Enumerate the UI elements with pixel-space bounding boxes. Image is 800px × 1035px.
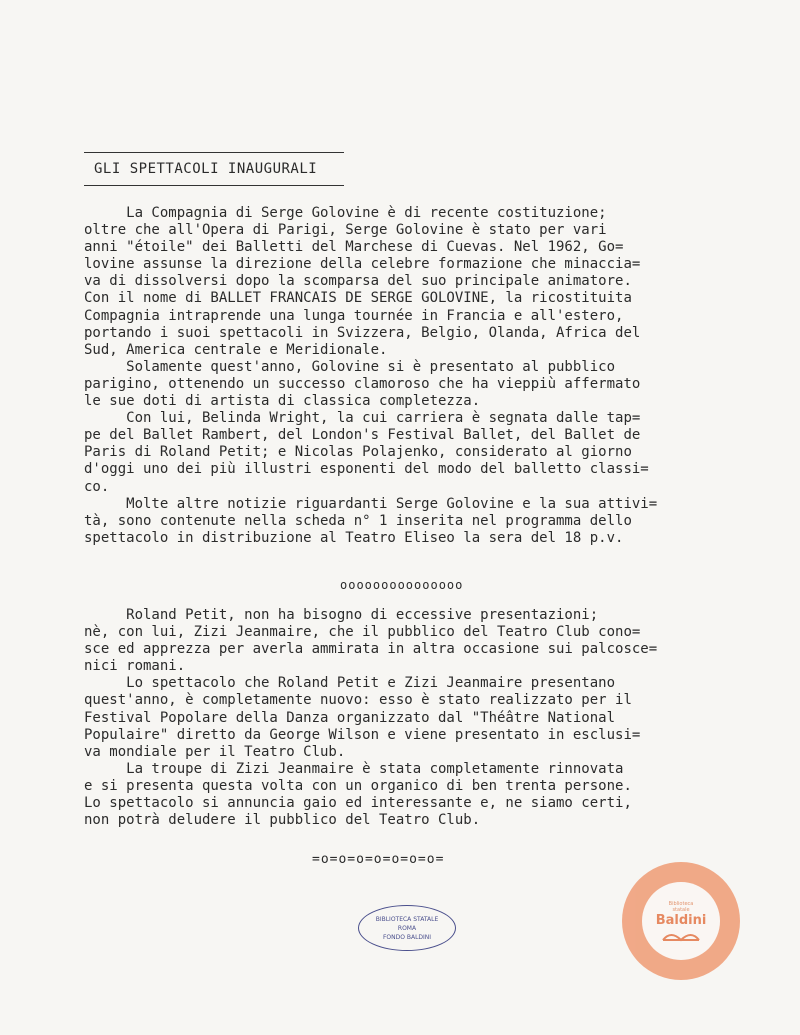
text-line: co. xyxy=(84,478,110,495)
separator-dots: ooooooooooooooo xyxy=(340,578,464,592)
title-rule-top xyxy=(84,152,344,153)
text-line: oltre che all'Opera di Parigi, Serge Golovine è stato per vari xyxy=(84,222,607,239)
text-line: quest'anno, è completamente nuovo: esso è stato realizzato per il xyxy=(84,692,632,709)
section-golovine xyxy=(84,205,724,547)
text-line: pe del Ballet Rambert, del London's Festival Ballet, del Ballet de xyxy=(84,427,641,444)
text-line: Paris di Roland Petit; e Nicolas Polajenko, considerato al giorno xyxy=(84,444,632,461)
text-line: le sue doti di artista di classica completezza. xyxy=(84,393,481,410)
text-line: va mondiale per il Teatro Club. xyxy=(84,743,346,760)
text-line: va di dissolversi dopo la scomparsa del suo principale animatore. xyxy=(84,273,632,290)
text-line: tà, sono contenute nella scheda n° 1 inserita nel programma dello xyxy=(84,512,632,529)
text-line: La troupe di Zizi Jeanmaire è stata completamente rinnovata xyxy=(84,760,624,777)
text-line: La Compagnia di Serge Golovine è di recente costituzione; xyxy=(84,205,607,221)
logo-small-text: Biblioteca xyxy=(668,900,694,907)
library-stamp xyxy=(358,905,456,951)
text-line: Compagnia intraprende una lunga tournée in Francia e all'estero, xyxy=(84,307,624,324)
stamp-line: FONDO BALDINI xyxy=(382,933,432,941)
section-petit xyxy=(84,607,724,829)
logo-inner xyxy=(642,882,720,960)
text-line: Solamente quest'anno, Golovine si è presentato al pubblico xyxy=(84,358,616,375)
stamp-line: BIBLIOTECA STATALE xyxy=(375,915,439,923)
baldini-logo xyxy=(622,862,740,980)
text-line: non potrà deludere il pubblico del Teatro Club. xyxy=(84,812,481,829)
text-line: Festival Popolare della Danza organizzato dal "Théâtre National xyxy=(84,709,616,726)
book-icon xyxy=(661,928,701,942)
text-line: Lo spettacolo si annuncia gaio ed interessante e, ne siamo certi, xyxy=(84,795,632,812)
text-line: lovine assunse la direzione della celebre formazione che minaccia= xyxy=(84,256,641,273)
text-line: Molte altre notizie riguardanti Serge Golovine e la sua attivi= xyxy=(84,495,658,512)
logo-name: Baldini xyxy=(655,912,707,928)
text-line: Sud, America centrale e Meridionale. xyxy=(84,341,388,358)
text-line: Con il nome di BALLET FRANCAIS DE SERGE GOLOVINE, la ricostituita xyxy=(84,290,632,307)
text-line: Populaire" diretto da George Wilson e viene presentato in esclusi= xyxy=(84,726,641,743)
text-line: Roland Petit, non ha bisogno di eccessive presentazioni; xyxy=(84,607,599,623)
logo-small-text: statale xyxy=(672,906,690,913)
text-line: Con lui, Belinda Wright, la cui carriera è segnata dalle tap= xyxy=(84,410,641,427)
title-block xyxy=(84,152,344,186)
text-line: parigino, ottenendo un successo clamoroso che ha vieppiù affermato xyxy=(84,375,641,392)
document-title: GLI SPETTACOLI INAUGURALI xyxy=(94,161,318,177)
text-line: d'oggi uno dei più illustri esponenti del modo del balletto classi= xyxy=(84,461,649,478)
text-line: nici romani. xyxy=(84,658,186,675)
text-line: Lo spettacolo che Roland Petit e Zizi Jeanmaire presentano xyxy=(84,675,616,692)
text-line: nè, con lui, Zizi Jeanmaire, che il pubblico del Teatro Club cono= xyxy=(84,624,641,641)
separator-end: =o=o=o=o=o=o=o= xyxy=(312,852,445,867)
text-line: spettacolo in distribuzione al Teatro Eliseo la sera del 18 p.v. xyxy=(84,529,624,546)
text-line: portando i suoi spettacoli in Svizzera, Belgio, Olanda, Africa del xyxy=(84,324,641,341)
stamp-line: ROMA xyxy=(397,924,417,932)
text-line: e si presenta questa volta con un organico di ben trenta persone. xyxy=(84,777,632,794)
title-rule-bottom xyxy=(84,185,344,186)
text-line: anni "étoile" dei Balletti del Marchese di Cuevas. Nel 1962, Go= xyxy=(84,239,624,256)
text-line: sce ed apprezza per averla ammirata in altra occasione sui palcosce= xyxy=(84,641,658,658)
